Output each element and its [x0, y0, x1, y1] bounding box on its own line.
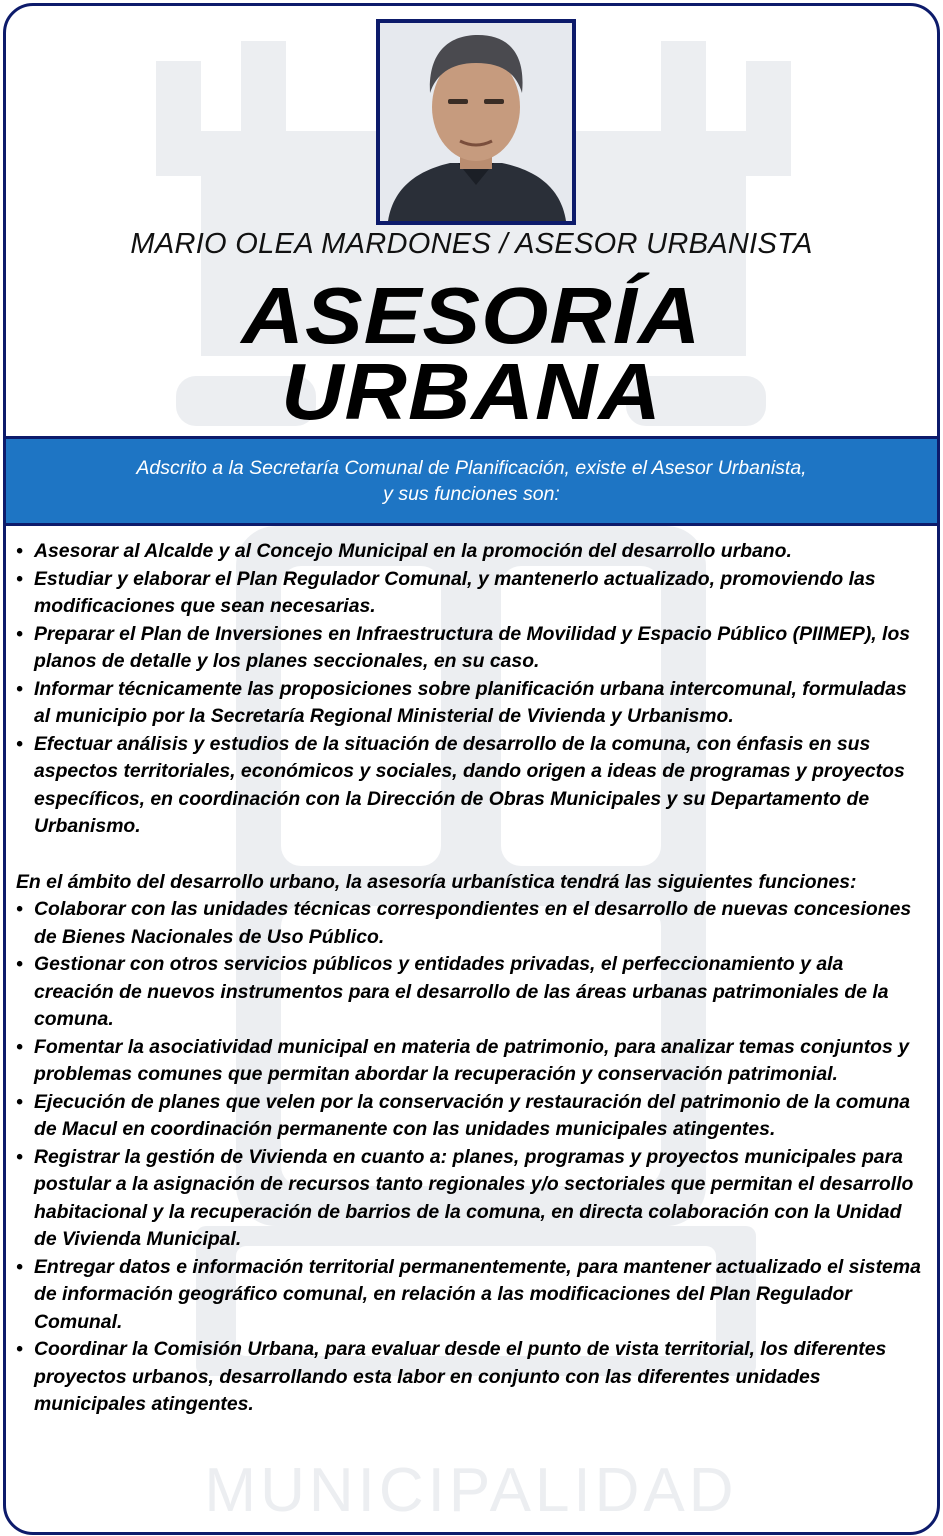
- urban-functions-intro: En el ámbito del desarrollo urbano, la asesoría urbanística tendrá las siguientes funciones:: [16, 870, 857, 893]
- person-name-role: MARIO OLEA MARDONES / ASESOR URBANISTA: [130, 228, 813, 260]
- function-item: • Preparar el Plan de Inversiones en Infraestructura de Movilidad y Espacio Público (PIIMEP), los planos de detalle y los planes seccionales, en su caso.: [16, 621, 928, 676]
- page-title: [3, 271, 940, 436]
- title-line-2: URBANA: [281, 347, 662, 436]
- functions-list: [16, 538, 928, 841]
- banner-line-2: y sus funciones son:: [383, 483, 560, 505]
- urban-function-item: • Colaborar con las unidades técnicas correspondientes en el desarrollo de nuevas concesiones de Bienes Nacionales de Uso Público.: [16, 896, 928, 951]
- function-item: • Efectuar análisis y estudios de la situación de desarrollo de la comuna, con énfasis en sus aspectos territoriales, económicos y sociales, dando origen a ideas de programas y proyectos específicos, en coordinación con la Dirección de Obras Municipales y su Departamento de Urbanismo.: [16, 731, 928, 841]
- functions-content: [16, 538, 928, 1419]
- urban-function-item: • Ejecución de planes que velen por la conservación y restauración del patrimonio de la comuna de Macul en coordinación permanente con las unidades municipales atingentes.: [16, 1089, 928, 1144]
- portrait-photo: [376, 19, 576, 225]
- banner-line-1: Adscrito a la Secretaría Comunal de Planificación, existe el Asesor Urbanista,: [136, 457, 807, 479]
- title-line-1: ASESORÍA: [241, 271, 702, 360]
- urban-function-item: • Registrar la gestión de Vivienda en cuanto a: planes, programas y proyectos municipales para postular a la asignación de recursos tanto regionales y/o sectoriales que permitan el desarrollo habitacional y la recuperación de barrios de la comuna, en directa colaboración con la Unidad de Vivienda Municipal.: [16, 1144, 928, 1254]
- urban-function-item: • Entregar datos e información territorial permanentemente, para mantener actualizado el sistema de información geográfico comunal, en relación a las modificaciones del Plan Regulador Comunal.: [16, 1254, 928, 1337]
- page-frame: [3, 3, 940, 1535]
- urban-function-item: • Fomentar la asociatividad municipal en materia de patrimonio, para analizar temas conjuntos y problemas comunes que permitan abordar la recuperación y conservación patrimonial.: [16, 1034, 928, 1089]
- function-item: • Asesorar al Alcalde y al Concejo Municipal en la promoción del desarrollo urbano.: [16, 538, 928, 566]
- watermark-text: MUNICIPALIDAD: [204, 1456, 738, 1525]
- function-item: • Informar técnicamente las proposiciones sobre planificación urbana intercomunal, formuladas al municipio por la Secretaría Regional Ministerial de Vivienda y Urbanismo.: [16, 676, 928, 731]
- urban-function-item: • Coordinar la Comisión Urbana, para evaluar desde el punto de vista territorial, los diferentes proyectos urbanos, desarrollando esta labor en conjunto con las diferentes unidades municipales atingentes.: [16, 1336, 928, 1419]
- urban-functions-list: [16, 896, 928, 1419]
- function-item: • Estudiar y elaborar el Plan Regulador Comunal, y mantenerlo actualizado, promoviendo las modificaciones que sean necesarias.: [16, 566, 928, 621]
- intro-banner: [6, 436, 937, 526]
- urban-function-item: • Gestionar con otros servicios públicos y entidades privadas, el perfeccionamiento y ala creación de nuevos instrumentos para el desarrollo de las áreas urbanas patrimoniales de la comuna.: [16, 951, 928, 1034]
